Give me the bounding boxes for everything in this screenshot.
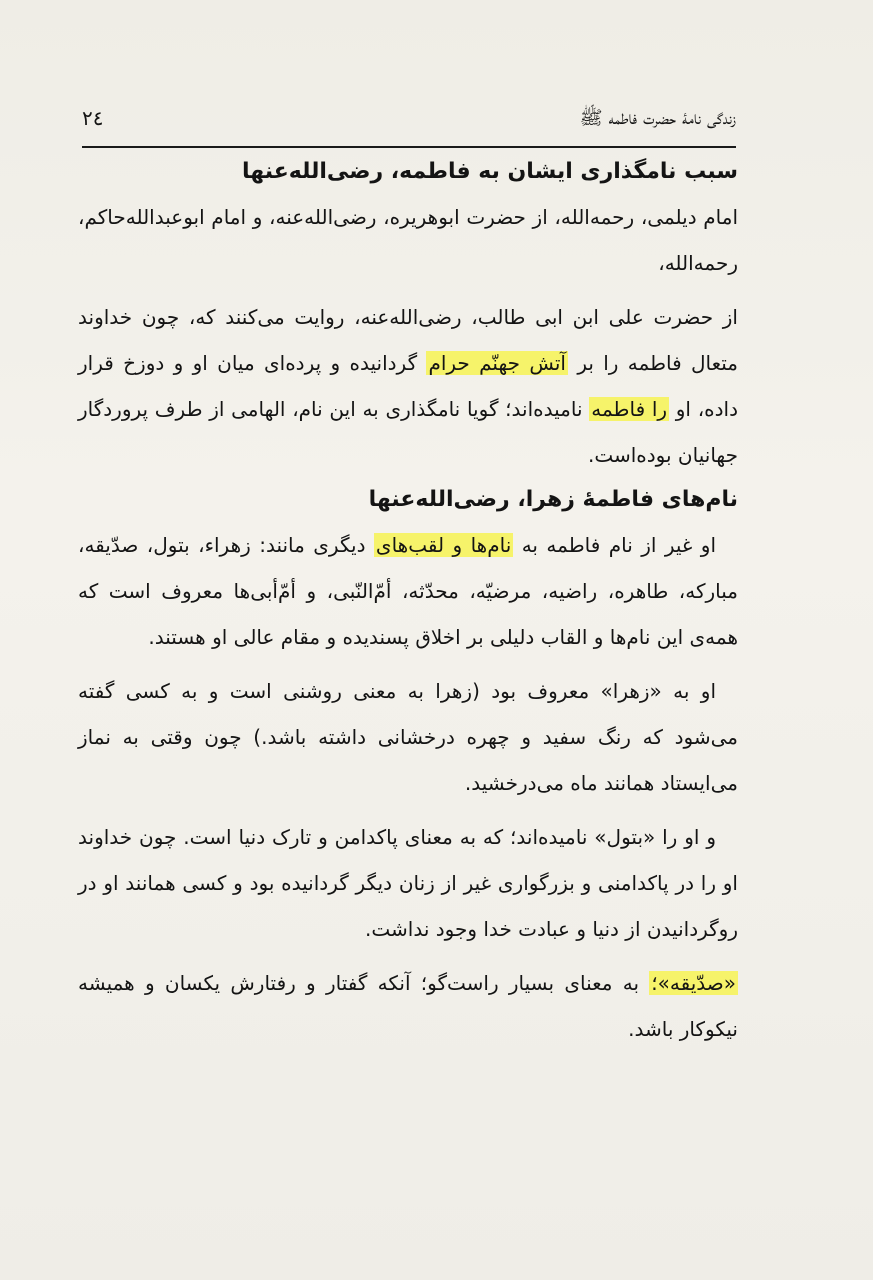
highlighted-phrase: «صدّیقه»؛ [651, 971, 736, 995]
paragraph-narrators: امام دیلمی، رحمه‌الله، از حضرت ابوهریره، رضی‌الله‌عنه، و امام ابوعبدالله‌حاکم، رحمه‌الله، [78, 205, 738, 275]
text-segment: از حضرت علی ابن ابی طالب، رضی‌الله‌عنه، روایت می‌کنند که، چون خداوند متعال فاطمه را بر [78, 305, 738, 375]
paragraph-titles [78, 522, 738, 660]
paragraph-naming-reason [78, 294, 738, 478]
text-segment: به معنای بسیار راست‌گو؛ آنکه گفتار و رفتارش یکسان و همیشه نیکوکار باشد. [78, 971, 738, 1041]
highlighted-phrase: را فاطمه [591, 397, 668, 421]
paragraph-siddiqa [78, 960, 738, 1052]
paragraph-batool: و او را «بتول» نامیده‌اند؛ که به معنای پاکدامن و تارک دنیا است. چون خداوند او را در پاکدامنی و بزرگواری غیر از زنان دیگر گردانیده بود و کسی همانند او در روگردانیدن از دنیا و عبادت خدا وجود نداشت. [78, 825, 738, 941]
page-body [78, 150, 738, 1052]
page-header [82, 100, 736, 146]
header-rule [82, 146, 736, 148]
text-segment: گردانیده و پرده‌ای میان او و دوزخ قرار داده، او [78, 351, 739, 421]
text-segment: دیگری مانند: زهراء، بتول، صدّیقه، مبارکه، طاهره، راضیه، مرضیّه، محدّثه، أمّ‌النّبی، و أمّ‌أبی‌ها معروف است که همه‌ی این نام‌ها و القاب دلیلی بر اخلاق پسندیده و مقام عالی او هستند. [78, 533, 738, 649]
section-heading-naming: سبب نامگذاری ایشان به فاطمه، رضی‌الله‌عنها [242, 159, 738, 184]
text-segment: نامیده‌اند؛ گویا نامگذاری به این نام، الهامی از طرف پروردگار جهانیان بوده‌است. [78, 397, 738, 467]
section-heading-names: نام‌های فاطمهٔ زهرا، رضی‌الله‌عنها [368, 487, 738, 512]
highlighted-phrase: نام‌ها و لقب‌های [375, 533, 512, 557]
running-title: زندگی نامهٔ حضرت فاطمه ﷺ [579, 107, 736, 129]
paragraph-zahra: او به «زهرا» معروف بود (زهرا به معنی روشنی است و به کسی گفته می‌شود که رنگ سفید و چهره درخشانی داشته باشد.) چون وقتی به نماز می‌ایستاد همانند ماه می‌درخشید. [78, 679, 738, 795]
page-number: ٢٤ [82, 106, 104, 130]
text-segment: او غیر از نام فاطمه به [513, 533, 717, 557]
highlighted-phrase: آتش جهنّم حرام [428, 351, 566, 375]
